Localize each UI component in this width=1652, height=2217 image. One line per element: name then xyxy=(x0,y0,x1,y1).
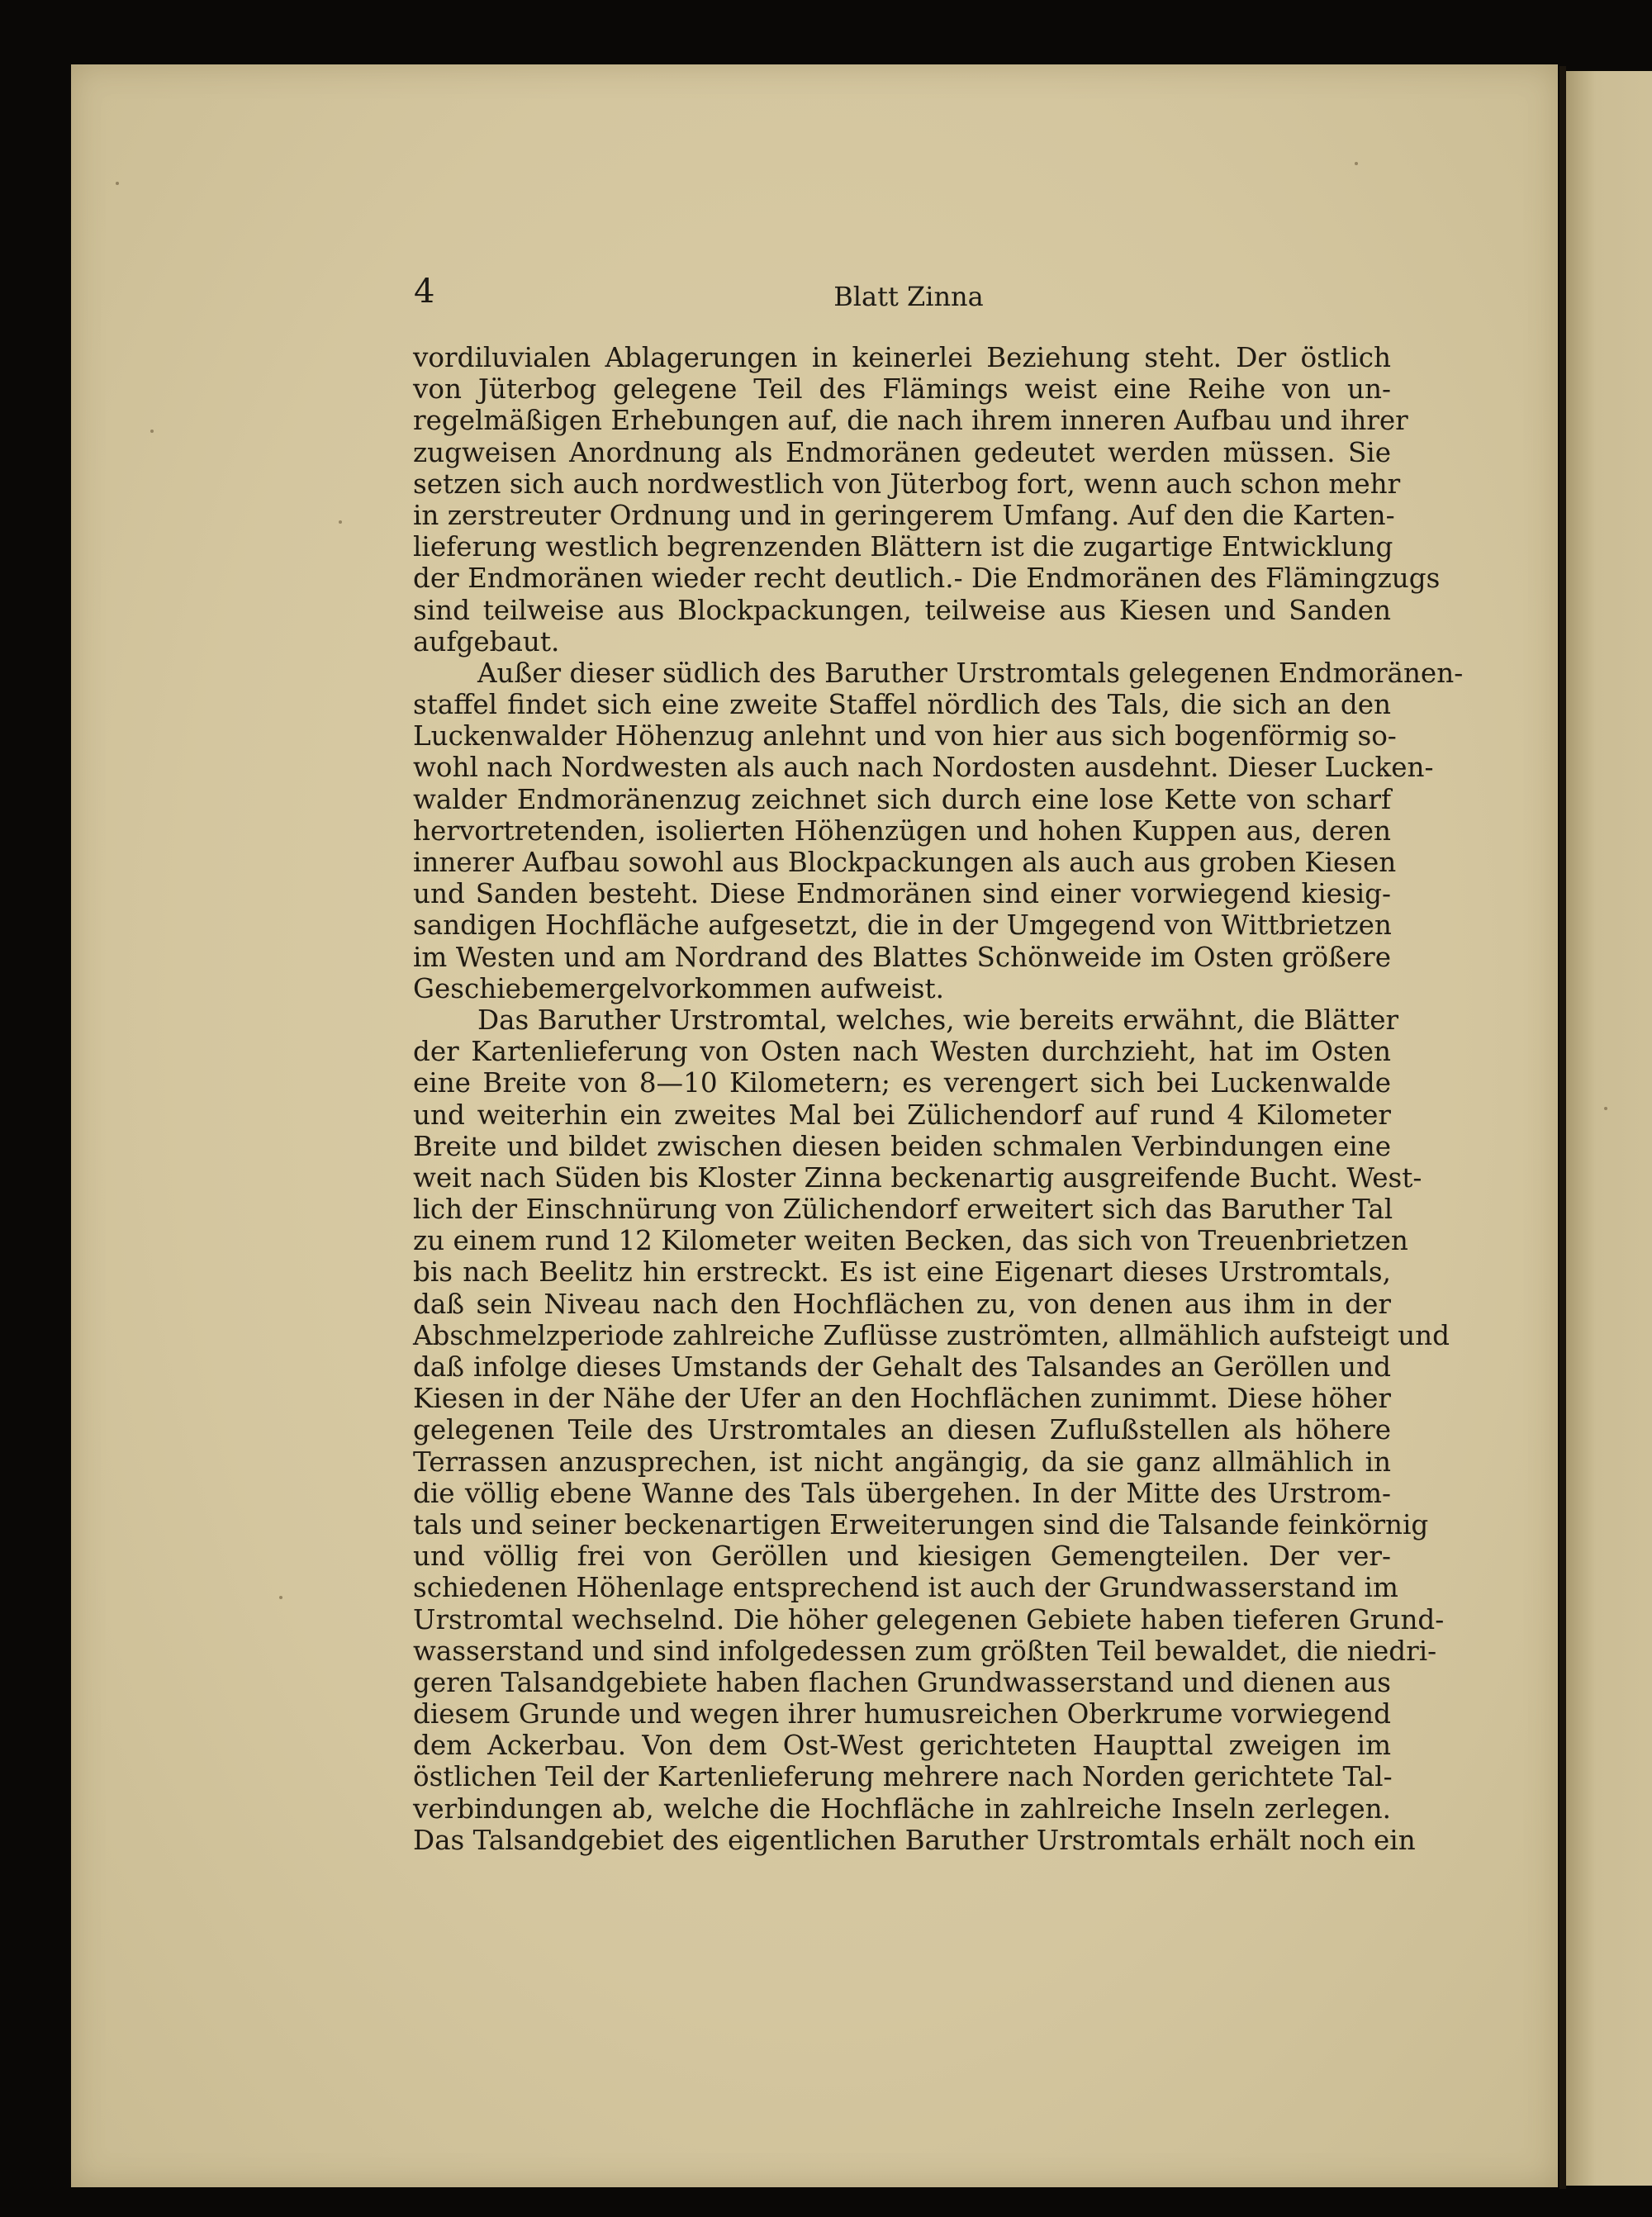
text-line: Terrassen anzusprechen, ist nicht angängig, da sie ganz allmählich in xyxy=(413,1446,1391,1478)
text-line: eine Breite von 8—10 Kilometern; es verengert sich bei Luckenwalde xyxy=(413,1067,1391,1099)
text-line: im Westen und am Nordrand des Blattes Schönweide im Osten größere xyxy=(413,941,1391,973)
text-line: Breite und bildet zwischen diesen beiden schmalen Verbindungen eine xyxy=(413,1130,1391,1162)
text-line: der Kartenlieferung von Osten nach Westen durchzieht, hat im Osten xyxy=(413,1036,1391,1068)
text-line: setzen sich auch nordwestlich von Jüterbog fort, wenn auch schon mehr xyxy=(413,468,1401,500)
text-line: tals und seiner beckenartigen Erweiterungen sind die Talsande feinkörnig xyxy=(413,1508,1429,1541)
text-line: daß infolge dieses Umstands der Gehalt des Talsandes an Geröllen und xyxy=(413,1351,1391,1383)
text-line: zugweisen Anordnung als Endmoränen gedeutet werden müssen. Sie xyxy=(413,436,1391,468)
body-text xyxy=(413,342,1464,1856)
text-line: Das Talsandgebiet des eigentlichen Baruther Urstromtals erhält noch ein xyxy=(413,1824,1416,1856)
text-line: gelegenen Teile des Urstromtales an diesen Zuflußstellen als höhere xyxy=(413,1414,1391,1446)
text-line: Abschmelzperiode zahlreiche Zuflüsse zuströmten, allmählich aufsteigt und xyxy=(413,1319,1450,1351)
paper-speck xyxy=(339,520,342,524)
text-line: schiedenen Höhenlage entsprechend ist auch der Grundwasserstand im xyxy=(413,1572,1398,1604)
text-line: diesem Grunde und wegen ihrer humusreichen Oberkrume vorwiegend xyxy=(413,1698,1391,1730)
text-line: Kiesen in der Nähe der Ufer an den Hochflächen zunimmt. Diese höher xyxy=(413,1383,1391,1415)
text-line: daß sein Niveau nach den Hochflächen zu, von denen aus ihm in der xyxy=(413,1288,1391,1320)
text-line: lich der Einschnürung von Zülichendorf erweitert sich das Baruther Tal xyxy=(413,1194,1393,1226)
text-line: hervortretenden, isolierten Höhenzügen und hohen Kuppen aus, deren xyxy=(413,814,1391,847)
text-line: Luckenwalder Höhenzug anlehnt und von hier aus sich bogenförmig so- xyxy=(413,720,1397,752)
text-line: aufgebaut. xyxy=(413,625,560,658)
text-line: zu einem rund 12 Kilometer weiten Becken, das sich von Treuenbrietzen xyxy=(413,1225,1408,1257)
text-line: Urstromtal wechselnd. Die höher gelegenen Gebiete haben tieferen Grund- xyxy=(413,1603,1445,1635)
text-line: und weiterhin ein zweites Mal bei Zülichendorf auf rund 4 Kilometer xyxy=(413,1099,1391,1131)
text-line: östlichen Teil der Kartenlieferung mehrere nach Norden gerichtete Tal- xyxy=(413,1761,1393,1793)
text-line: von Jüterbog gelegene Teil des Flämings weist eine Reihe von un- xyxy=(413,373,1391,406)
text-line: dem Ackerbau. Von dem Ost-West gerichteten Haupttal zweigen im xyxy=(413,1730,1391,1762)
text-line: bis nach Beelitz hin erstreckt. Es ist eine Eigenart dieses Urstromtals, xyxy=(413,1256,1391,1289)
paper-speck xyxy=(116,182,119,185)
text-line: sind teilweise aus Blockpackungen, teilweise aus Kiesen und Sanden xyxy=(413,594,1391,626)
text-line: geren Talsandgebiete haben flachen Grundwasserstand und dienen aus xyxy=(413,1666,1391,1698)
paper-speck xyxy=(279,1596,282,1599)
text-line: walder Endmoränenzug zeichnet sich durch eine lose Kette von scharf xyxy=(413,783,1391,815)
page-number: 4 xyxy=(414,273,435,311)
text-line: die völlig ebene Wanne des Tals übergehen. In der Mitte des Urstrom- xyxy=(413,1477,1391,1509)
text-line: lieferung westlich begrenzenden Blättern ist die zugartige Entwicklung xyxy=(413,531,1393,563)
paper-speck xyxy=(1604,1107,1607,1110)
paper-speck xyxy=(1355,162,1358,165)
text-line: innerer Aufbau sowohl aus Blockpackungen als auch aus groben Kiesen xyxy=(413,847,1397,878)
paper-speck xyxy=(150,430,154,433)
text-line: staffel findet sich eine zweite Staffel nördlich des Tals, die sich an den xyxy=(413,689,1391,721)
text-line: wohl nach Nordwesten als auch nach Nordosten ausdehnt. Dieser Lucken- xyxy=(413,752,1434,784)
text-line: verbindungen ab, welche die Hochfläche in zahlreiche Inseln zerlegen. xyxy=(413,1792,1391,1825)
text-line: sandigen Hochfläche aufgesetzt, die in der Umgegend von Wittbrietzen xyxy=(413,909,1392,942)
text-line: weit nach Süden bis Kloster Zinna beckenartig ausgreifende Bucht. West- xyxy=(413,1161,1422,1194)
text-line: der Endmoränen wieder recht deutlich.- Die Endmoränen des Flämingzugs xyxy=(413,563,1441,595)
page-gutter xyxy=(1559,66,1566,2189)
text-line: und Sanden besteht. Diese Endmoränen sind einer vorwiegend kiesig- xyxy=(413,878,1391,910)
adjacent-page-edge xyxy=(1566,71,1652,2186)
text-line: Außer dieser südlich des Baruther Urstromtals gelegenen Endmoränen- xyxy=(477,657,1464,689)
text-line: in zerstreuter Ordnung und in geringerem Umfang. Auf den die Karten- xyxy=(413,499,1395,531)
text-line: regelmäßigen Erhebungen auf, die nach ihrem inneren Aufbau und ihrer xyxy=(413,405,1408,437)
text-line: vordiluvialen Ablagerungen in keinerlei Beziehung steht. Der östlich xyxy=(413,342,1391,373)
running-title: Blatt Zinna xyxy=(833,281,984,312)
text-line: und völlig frei von Geröllen und kiesigen Gemengteilen. Der ver- xyxy=(413,1541,1391,1573)
text-line: Das Baruther Urstromtal, welches, wie bereits erwähnt, die Blätter xyxy=(477,1004,1399,1036)
text-line: Geschiebemergelvorkommen aufweist. xyxy=(413,972,944,1004)
text-line: wasserstand und sind infolgedessen zum größten Teil bewaldet, die niedri- xyxy=(413,1635,1437,1667)
